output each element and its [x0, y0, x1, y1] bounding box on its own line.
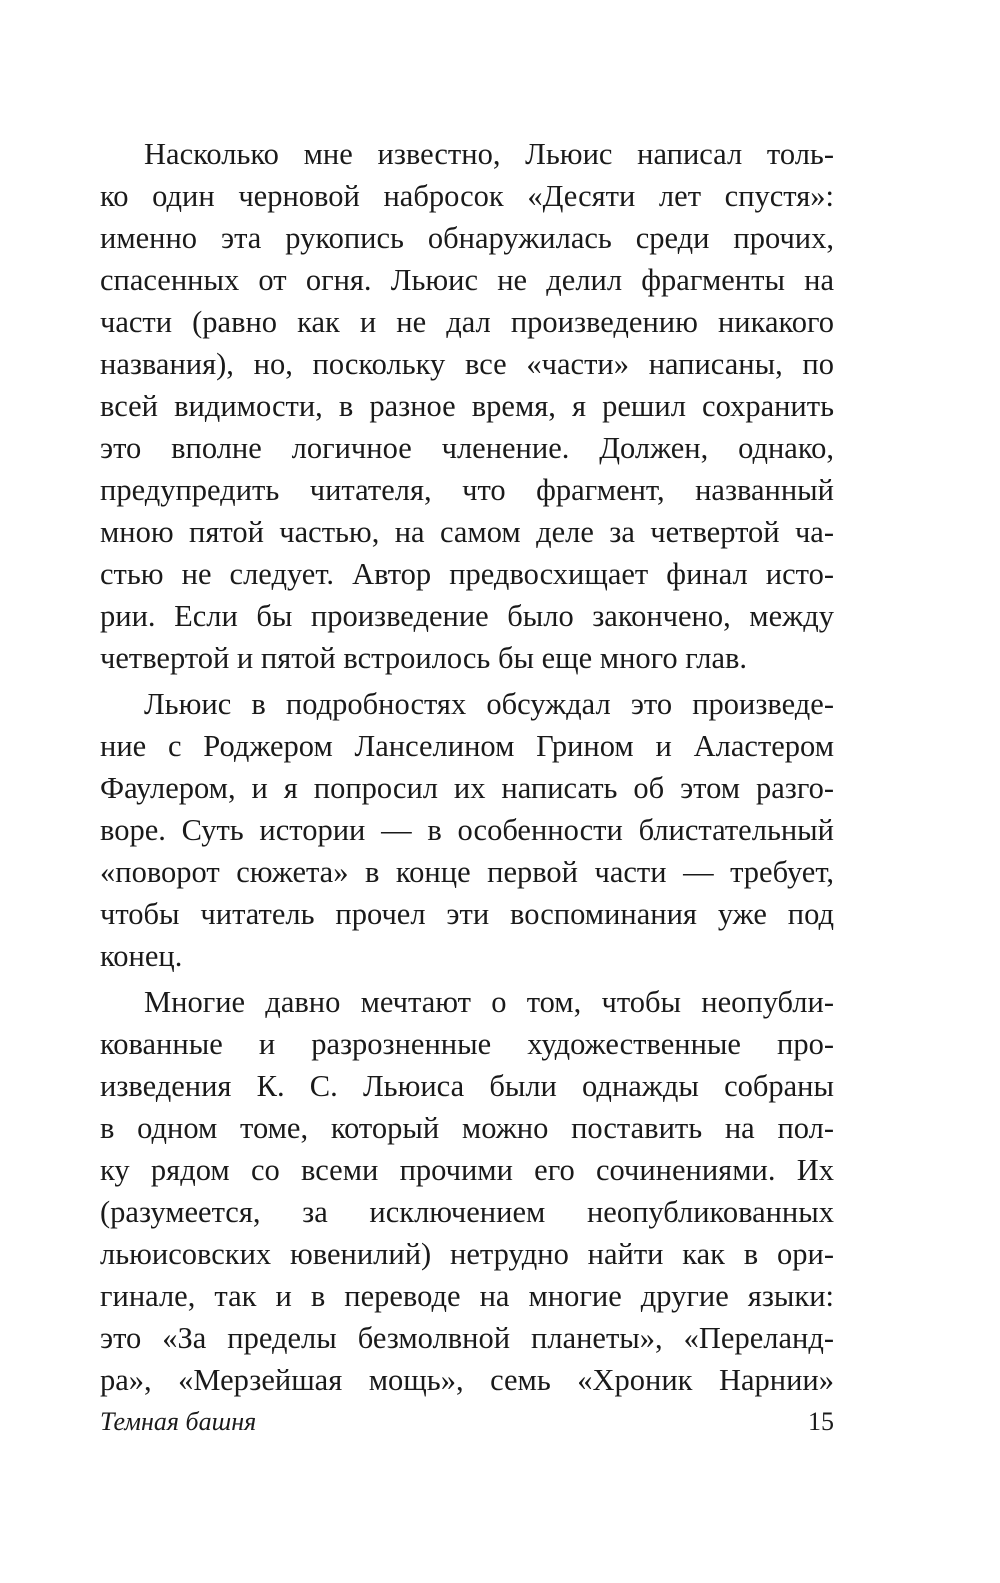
text-line: ку рядом со всеми прочими его сочинениями. Их [100, 1153, 834, 1187]
body-text [100, 133, 834, 1401]
text-line: ко один черновой набросок «Десяти лет спустя»: [100, 179, 834, 213]
text-line: Насколько мне известно, Льюис написал толь- [144, 137, 834, 171]
paragraph-2 [100, 683, 834, 977]
text-line: рии. Если бы произведение было закончено, между [100, 599, 834, 633]
text-line: чтобы читатель прочел эти воспоминания уже под [100, 897, 834, 931]
text-line: всей видимости, в разное время, я решил сохранить [100, 389, 834, 423]
text-line: Фаулером, и я попросил их написать об этом разго- [100, 771, 834, 805]
text-line: мною пятой частью, на самом деле за четвертой ча- [100, 515, 834, 549]
text-line: четвертой и пятой встроилось бы еще много глав. [100, 641, 748, 675]
text-line: это «За пределы безмолвной планеты», «Переланд- [100, 1321, 834, 1355]
text-line: «поворот сюжета» в конце первой части — требует, [100, 855, 834, 889]
text-line: части (равно как и не дал произведению никакого [100, 305, 834, 339]
page-number: 15 [808, 1407, 834, 1436]
text-line: изведения К. С. Льюиса были однажды собраны [100, 1069, 834, 1103]
text-line: Льюис в подробностях обсуждал это произведе- [144, 687, 834, 721]
text-line: это вполне логичное членение. Должен, однако, [100, 431, 834, 465]
text-line: предупредить читателя, что фрагмент, названный [100, 473, 834, 507]
text-line: гинале, так и в переводе на многие другие языки: [100, 1279, 834, 1313]
text-line: в одном томе, который можно поставить на пол- [100, 1111, 834, 1145]
text-line: спасенных от огня. Льюис не делил фрагменты на [100, 263, 834, 297]
text-line: ра», «Мерзейшая мощь», семь «Хроник Нарнии» [100, 1363, 834, 1397]
paragraph-1 [100, 133, 834, 679]
text-line: кованные и разрозненные художественные про- [100, 1027, 834, 1061]
text-line: названия), но, поскольку все «части» написаны, по [100, 347, 834, 381]
text-line: (разумеется, за исключением неопубликованных [100, 1195, 834, 1229]
text-line: именно эта рукопись обнаружилась среди прочих, [100, 221, 834, 255]
text-line: стью не следует. Автор предвосхищает финал исто- [100, 557, 834, 591]
paragraph-3 [100, 981, 834, 1401]
text-line: ние с Роджером Ланселином Грином и Аластером [100, 729, 834, 763]
running-footer-title: Темная башня [100, 1407, 257, 1436]
text-line: льюисовских ювенилий) нетрудно найти как в ори- [100, 1237, 834, 1271]
text-line: конец. [100, 939, 183, 973]
text-line: воре. Суть истории — в особенности блистательный [100, 813, 834, 847]
text-line: Многие давно мечтают о том, чтобы неопубли- [144, 985, 834, 1019]
